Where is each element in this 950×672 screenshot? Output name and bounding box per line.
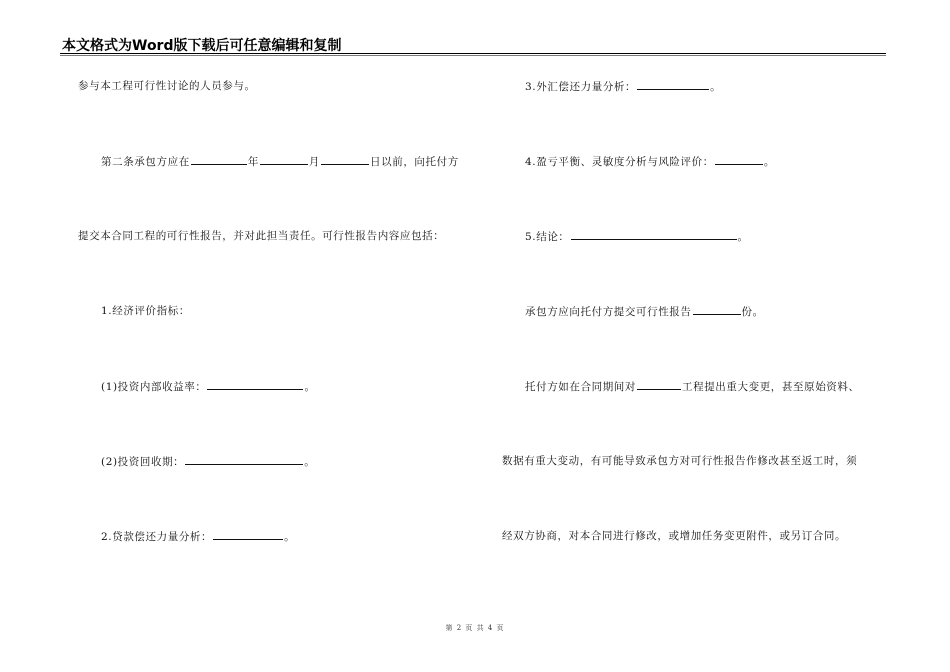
left-paragraph-1: 参与本工程可行性讨论的人员参与。 [78, 80, 256, 92]
left-paragraph-2 [101, 155, 459, 168]
payback-end: 。 [304, 456, 316, 468]
left-paragraph-3: 提交本合同工程的可行性报告，并对此担当责任。可行性报告内容应包括： [78, 230, 445, 242]
right-paragraph-5 [525, 380, 860, 393]
contract-clause-text: 第二条承包方应在 [101, 156, 190, 168]
loan-repay-end: 。 [284, 531, 296, 543]
loan-repay-label: 2.贷款偿还力量分析： [101, 531, 213, 543]
left-paragraph-5 [101, 380, 316, 393]
payback-label: (2)投资回收期： [101, 456, 185, 468]
header-divider [60, 53, 886, 54]
client-change-text: 托付方如在合同期间对 [525, 381, 636, 393]
right-paragraph-7: 经双方协商，对本合同进行修改，或增加任务变更附件，或另订合同。 [502, 530, 847, 542]
right-paragraph-2 [525, 155, 775, 168]
client-change-text-2: 工程提出重大变更，甚至原始资料、 [682, 381, 860, 393]
left-paragraph-7 [101, 530, 295, 543]
irr-label: (1)投资内部收益率： [101, 381, 207, 393]
irr-end: 。 [304, 381, 316, 393]
page-number-footer: 第 2 页 共 4 页 [445, 624, 505, 632]
right-paragraph-1 [525, 80, 721, 93]
right-paragraph-6: 数据有重大变动，有可能导致承包方对可行性报告作修改甚至返工时，须 [502, 455, 858, 467]
breakeven-blank [715, 155, 763, 165]
right-paragraph-4 [525, 305, 764, 318]
report-copies-blank [693, 305, 741, 315]
client-change-blank [637, 380, 681, 390]
year-label: 年 [247, 156, 259, 168]
day-label-text: 日以前，向托付方 [370, 156, 459, 168]
forex-repay-end: 。 [710, 81, 722, 93]
document-header-title: 本文格式为Word版下载后可任意编辑和复制 [62, 38, 342, 54]
forex-repay-label: 3.外汇偿还力量分析： [525, 81, 637, 93]
irr-blank [207, 380, 303, 390]
day-blank [321, 155, 369, 165]
loan-repay-blank [213, 530, 283, 540]
report-copies-text: 承包方应向托付方提交可行性报告 [525, 306, 692, 318]
month-label: 月 [308, 156, 321, 168]
conclusion-end: 。 [737, 231, 749, 243]
left-paragraph-6 [101, 455, 315, 468]
payback-blank [185, 455, 303, 465]
breakeven-label: 4.盈亏平衡、灵敏度分析与风险评价： [525, 156, 714, 168]
conclusion-label: 5.结论： [525, 231, 570, 243]
month-blank [260, 155, 308, 165]
right-paragraph-3 [525, 230, 749, 243]
conclusion-blank [571, 230, 737, 240]
report-copies-unit: 份。 [741, 306, 764, 318]
year-blank [191, 155, 247, 165]
breakeven-end: 。 [763, 156, 775, 168]
header-divider-thin [60, 55, 886, 56]
forex-repay-blank [637, 80, 709, 90]
left-paragraph-4: 1.经济评价指标： [101, 305, 190, 317]
